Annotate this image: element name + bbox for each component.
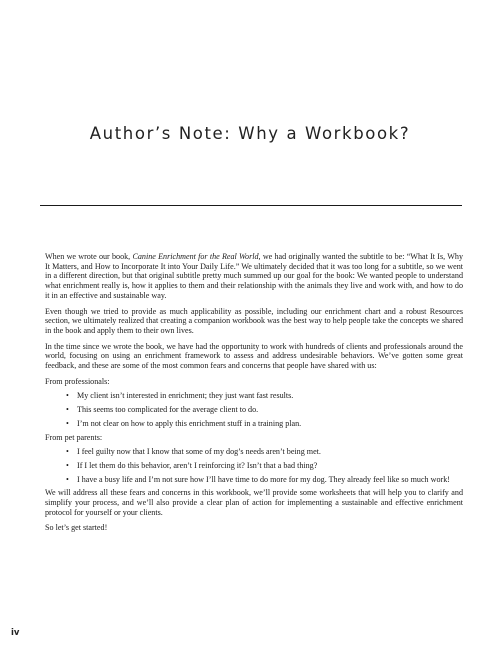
list-item-text: I feel guilty now that I know that some of my dog’s needs aren’t being met. [77, 447, 321, 457]
list-item [66, 474, 463, 485]
intro-paragraph-1-rest: we had originally wanted the subtitle to be: “What It Is, Why It Matters, and How to Incorporate It into Your Daily Life.” We ultimately decided that it was too long for a subtitle, so we went in a different direction, but that original subtitle pretty much summed up our goal for the book: We wanted people to understand what enrichment really is, how it applies to them and their relationship with the animals they live and work with, and how to do it in an effective and sustainable way. [45, 252, 463, 300]
page-number: iv [11, 628, 20, 638]
list-item-text: My client isn’t interested in enrichment; they just want fast results. [77, 391, 294, 401]
bullet-icon: • [66, 391, 69, 401]
professionals-list [45, 391, 463, 428]
closing-line: So let’s get started! [45, 523, 108, 533]
pet-parents-label: From pet parents: [45, 432, 103, 442]
body-text [45, 252, 463, 538]
list-item-text: I have a busy life and I’m not sure how I’ll have time to do more for my dog. They already feel like so much work! [77, 474, 450, 484]
list-item [66, 418, 463, 429]
list-item [66, 405, 463, 415]
intro-paragraph-3: In the time since we wrote the book, we have had the opportunity to work with hundreds of clients and professionals around the world, focusing on using an enrichment framework to assess and address undesirable behaviors. We’ve gotten some great feedback, and these are some of the most common fears and concerns that people have shared with us: [45, 341, 463, 371]
bullet-icon: • [66, 418, 69, 428]
list-item-text: This seems too complicated for the average client to do. [77, 405, 259, 415]
list-item [66, 460, 463, 471]
intro-paragraph-2: Even though we tried to provide as much applicability as possible, including our enrichment chart and a robust Resources section, we ultimately realized that creating a companion workbook was the best way to help people take the concepts we shared in the book and apply them to their own lives. [45, 306, 463, 335]
bullet-icon: • [66, 460, 69, 470]
bullet-icon: • [66, 405, 69, 415]
title-divider [40, 205, 462, 206]
list-item-text: If I let them do this behavior, aren’t I reinforcing it? Isn’t that a bad thing? [77, 460, 318, 470]
closing-paragraph: We will address all these fears and concerns in this workbook, we’ll provide some worksheets that will help you to clarify and simplify your process, and we’ll also provide a clear plan of action for implementing a sustainable and effective enrichment protocol for yourself or your clients. [45, 488, 463, 517]
book-title: Canine Enrichment for the Real World, [132, 252, 261, 261]
page-title: Author’s Note: Why a Workbook? [89, 124, 411, 143]
list-item [66, 391, 463, 401]
intro-paragraph-1-start: When we wrote our book, [45, 252, 133, 261]
list-item [66, 447, 463, 457]
list-item-text: I’m not clear on how to apply this enrichment stuff in a training plan. [77, 418, 302, 428]
intro-paragraph-1 [45, 252, 463, 301]
bullet-icon: • [66, 447, 69, 457]
bullet-icon: • [66, 474, 69, 484]
pet-parents-list [45, 447, 463, 484]
professionals-label: From professionals: [45, 376, 110, 386]
